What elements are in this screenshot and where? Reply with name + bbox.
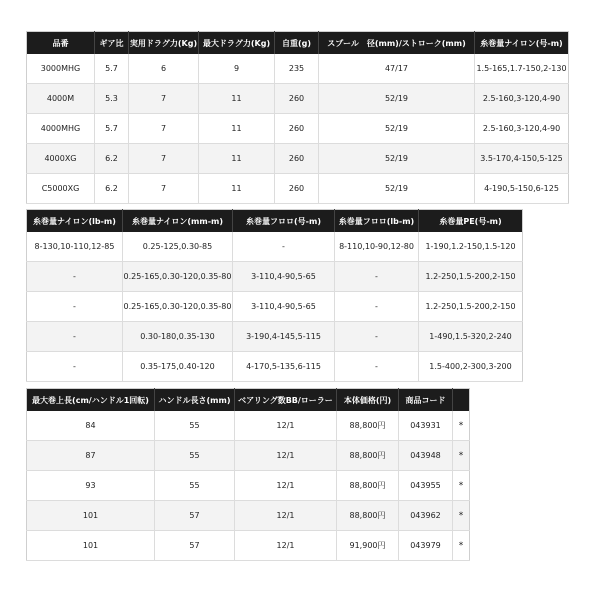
table-row — [27, 292, 523, 322]
cell-nylon-lb: 8-130,10-110,12-85 — [27, 232, 123, 262]
table-row — [27, 262, 523, 292]
cell-max-drag: 11 — [199, 84, 275, 114]
cell-fluoro-go: 3-110,4-90,5-65 — [233, 292, 335, 322]
cell-nylon-mm: 0.25-125,0.30-85 — [123, 232, 233, 262]
table-row — [27, 352, 523, 382]
cell-spool: 52/19 — [319, 174, 475, 204]
header-pe-go: 糸巻量PE(号-m) — [419, 210, 523, 233]
header-model: 品番 — [27, 32, 95, 55]
cell-practical-drag: 7 — [129, 114, 199, 144]
cell-nylon-go: 1.5-165,1.7-150,2-130 — [475, 54, 569, 84]
cell-weight: 260 — [275, 174, 319, 204]
cell-model: 3000MHG — [27, 54, 95, 84]
cell-max-retrieve: 101 — [27, 531, 155, 561]
cell-spool: 52/19 — [319, 144, 475, 174]
spec-table-1 — [26, 31, 569, 204]
cell-nylon-mm: 0.30-180,0.35-130 — [123, 322, 233, 352]
cell-nylon-mm: 0.35-175,0.40-120 — [123, 352, 233, 382]
cell-handle-length: 55 — [155, 471, 235, 501]
cell-max-retrieve: 93 — [27, 471, 155, 501]
cell-max-retrieve: 101 — [27, 501, 155, 531]
table-row — [27, 501, 470, 531]
cell-handle-length: 57 — [155, 531, 235, 561]
cell-pe-go: 1.2-250,1.5-200,2-150 — [419, 292, 523, 322]
header-practical-drag: 実用ドラグ力(Kg) — [129, 32, 199, 55]
cell-handle-length: 55 — [155, 411, 235, 441]
cell-practical-drag: 7 — [129, 84, 199, 114]
cell-practical-drag: 7 — [129, 174, 199, 204]
cell-max-retrieve: 84 — [27, 411, 155, 441]
cell-gear-ratio: 6.2 — [95, 144, 129, 174]
cell-product-code: 043931 — [399, 411, 453, 441]
cell-nylon-go: 4-190,5-150,6-125 — [475, 174, 569, 204]
cell-nylon-lb: - — [27, 292, 123, 322]
header-max-drag: 最大ドラグ力(Kg) — [199, 32, 275, 55]
cell-pe-go: 1-490,1.5-320,2-240 — [419, 322, 523, 352]
cell-product-code: 043979 — [399, 531, 453, 561]
cell-pe-go: 1.5-400,2-300,3-200 — [419, 352, 523, 382]
header-handle-length: ハンドル長さ(mm) — [155, 389, 235, 412]
cell-pe-go: 1.2-250,1.5-200,2-150 — [419, 262, 523, 292]
cell-model: C5000XG — [27, 174, 95, 204]
cell-bearings: 12/1 — [235, 501, 337, 531]
cell-price: 91,900円 — [337, 531, 399, 561]
cell-max-drag: 11 — [199, 174, 275, 204]
table-header-row — [27, 32, 569, 55]
header-spool: スプール 径(mm)/ストローク(mm) — [319, 32, 475, 55]
header-weight: 自重(g) — [275, 32, 319, 55]
cell-nylon-lb: - — [27, 352, 123, 382]
cell-gear-ratio: 6.2 — [95, 174, 129, 204]
table-row — [27, 114, 569, 144]
cell-bearings: 12/1 — [235, 471, 337, 501]
header-fluoro-go: 糸巻量フロロ(号-m) — [233, 210, 335, 233]
cell-model: 4000XG — [27, 144, 95, 174]
header-max-retrieve: 最大巻上長(cm/ハンドル1回転) — [27, 389, 155, 412]
cell-price: 88,800円 — [337, 471, 399, 501]
header-gear-ratio: ギア比 — [95, 32, 129, 55]
cell-max-drag: 11 — [199, 114, 275, 144]
table-row — [27, 441, 470, 471]
cell-spool: 52/19 — [319, 114, 475, 144]
cell-price: 88,800円 — [337, 501, 399, 531]
cell-fluoro-go: 4-170,5-135,6-115 — [233, 352, 335, 382]
cell-max-drag: 11 — [199, 144, 275, 174]
cell-fluoro-lb: - — [335, 292, 419, 322]
cell-gear-ratio: 5.7 — [95, 54, 129, 84]
cell-spool: 52/19 — [319, 84, 475, 114]
cell-fluoro-lb: 8-110,10-90,12-80 — [335, 232, 419, 262]
cell-fluoro-go: - — [233, 232, 335, 262]
table-header-row — [27, 389, 470, 412]
cell-nylon-mm: 0.25-165,0.30-120,0.35-80 — [123, 292, 233, 322]
cell-nylon-go: 3.5-170,4-150,5-125 — [475, 144, 569, 174]
cell-price: 88,800円 — [337, 411, 399, 441]
cell-nylon-go: 2.5-160,3-120,4-90 — [475, 84, 569, 114]
cell-nylon-lb: - — [27, 262, 123, 292]
table-row — [27, 54, 569, 84]
table-row — [27, 174, 569, 204]
cell-bearings: 12/1 — [235, 531, 337, 561]
header-price: 本体価格(円) — [337, 389, 399, 412]
cell-nylon-mm: 0.25-165,0.30-120,0.35-80 — [123, 262, 233, 292]
cell-product-code: 043962 — [399, 501, 453, 531]
cell-nylon-lb: - — [27, 322, 123, 352]
table-row — [27, 411, 470, 441]
table-row — [27, 531, 470, 561]
cell-note-mark: * — [453, 501, 470, 531]
cell-weight: 260 — [275, 144, 319, 174]
cell-fluoro-lb: - — [335, 262, 419, 292]
cell-gear-ratio: 5.3 — [95, 84, 129, 114]
cell-fluoro-go: 3-190,4-145,5-115 — [233, 322, 335, 352]
cell-practical-drag: 7 — [129, 144, 199, 174]
header-product-code: 商品コード — [399, 389, 453, 412]
cell-handle-length: 57 — [155, 501, 235, 531]
cell-weight: 260 — [275, 84, 319, 114]
header-bearings: ベアリング数BB/ローラー — [235, 389, 337, 412]
cell-spool: 47/17 — [319, 54, 475, 84]
table-row — [27, 144, 569, 174]
header-note — [453, 389, 470, 412]
cell-fluoro-go: 3-110,4-90,5-65 — [233, 262, 335, 292]
cell-practical-drag: 6 — [129, 54, 199, 84]
cell-product-code: 043955 — [399, 471, 453, 501]
cell-fluoro-lb: - — [335, 352, 419, 382]
spec-table-3 — [26, 388, 470, 561]
cell-note-mark: * — [453, 531, 470, 561]
table-row — [27, 232, 523, 262]
cell-bearings: 12/1 — [235, 441, 337, 471]
table-header-row — [27, 210, 523, 233]
table-row — [27, 322, 523, 352]
cell-price: 88,800円 — [337, 441, 399, 471]
header-nylon-go: 糸巻量ナイロン(号-m) — [475, 32, 569, 55]
cell-note-mark: * — [453, 441, 470, 471]
cell-model: 4000MHG — [27, 114, 95, 144]
table-row — [27, 84, 569, 114]
cell-nylon-go: 2.5-160,3-120,4-90 — [475, 114, 569, 144]
cell-fluoro-lb: - — [335, 322, 419, 352]
spec-table-2 — [26, 209, 523, 382]
cell-bearings: 12/1 — [235, 411, 337, 441]
header-fluoro-lb: 糸巻量フロロ(lb-m) — [335, 210, 419, 233]
cell-pe-go: 1-190,1.2-150,1.5-120 — [419, 232, 523, 262]
cell-weight: 260 — [275, 114, 319, 144]
cell-product-code: 043948 — [399, 441, 453, 471]
header-nylon-lb: 糸巻量ナイロン(lb-m) — [27, 210, 123, 233]
table-row — [27, 471, 470, 501]
cell-handle-length: 55 — [155, 441, 235, 471]
cell-max-retrieve: 87 — [27, 441, 155, 471]
cell-max-drag: 9 — [199, 54, 275, 84]
cell-gear-ratio: 5.7 — [95, 114, 129, 144]
cell-model: 4000M — [27, 84, 95, 114]
cell-weight: 235 — [275, 54, 319, 84]
cell-note-mark: * — [453, 471, 470, 501]
header-nylon-mm: 糸巻量ナイロン(mm-m) — [123, 210, 233, 233]
cell-note-mark: * — [453, 411, 470, 441]
